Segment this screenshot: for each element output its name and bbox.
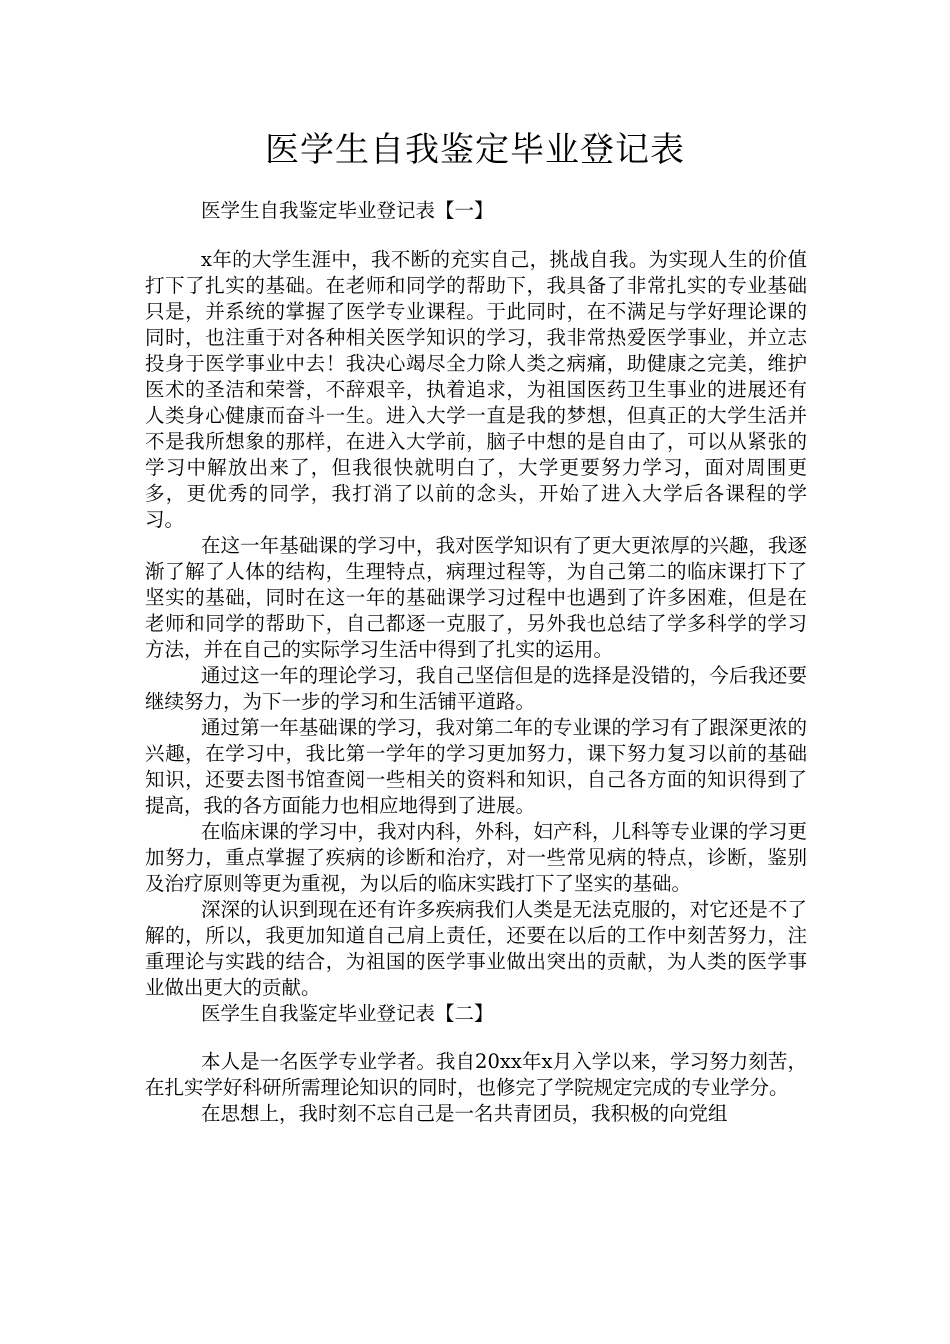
section-heading-1: 医学生自我鉴定毕业登记表【一】 (201, 199, 494, 222)
paragraph: 深深的认识到现在还有许多疾病我们人类是无法克服的，对它还是不了解的，所以，我更加知道自己肩上责任，还要在以后的工作中刻苦努力，注重理论与实践的结合，为祖国的医学事业做出突出的贡献，为人类的医学事业做出更大的贡献。 (145, 898, 807, 999)
paragraph: 在临床课的学习中，我对内科，外科，妇产科，儿科等专业课的学习更加努力，重点掌握了疾病的诊断和治疗，对一些常见病的特点，诊断，鉴别及治疗原则等更为重视，为以后的临床实践打下了坚实的基础。 (145, 820, 807, 895)
paragraph: 在这一年基础课的学习中，我对医学知识有了更大更浓厚的兴趣，我逐渐了解了人体的结构，生理特点，病理过程等，为自己第二的临床课打下了坚实的基础，同时在这一年的基础课学习过程中也遇到了许多困难，但是在老师和同学的帮助下，自己都逐一克服了，另外我也总结了学多科学的学习方法，并在自己的实际学习生活中得到了扎实的运用。 (145, 534, 807, 661)
paragraph: 本人是一名医学专业学者。我自20xx年x月入学以来，学习努力刻苦，在扎实学好科研所需理论知识的同时，也修完了学院规定完成的专业学分。 (145, 1050, 807, 1099)
paragraph: 通过第一年基础课的学习，我对第二年的专业课的学习有了跟深更浓的兴趣，在学习中，我比第一学年的学习更加努力，课下努力复习以前的基础知识，还要去图书馆查阅一些相关的资料和知识，自己各方面的知识得到了提高，我的各方面能力也相应地得到了进展。 (145, 716, 807, 817)
section-heading-2: 医学生自我鉴定毕业登记表【二】 (201, 1002, 494, 1025)
document-title: 医学生自我鉴定毕业登记表 (265, 130, 685, 170)
paragraph: x年的大学生涯中，我不断的充实自己，挑战自我。为实现人生的价值打下了扎实的基础。在老师和同学的帮助下，我具备了非常扎实的专业基础只是，并系统的掌握了医学专业课程。于此同时，在不满足与学好理论课的同时，也注重于对各种相关医学知识的学习，我非常热爱医学事业，并立志投身于医学事业中去！我决心竭尽全力除人类之病痛，助健康之完美，维护医术的圣洁和荣誉，不辞艰辛，执着追求，为祖国医药卫生事业的进展还有人类身心健康而奋斗一生。进入大学一直是我的梦想，但真正的大学生活并不是我所想象的那样，在进入大学前，脑子中想的是自由了，可以从紧张的学习中解放出来了，但我很快就明白了，大学更要努力学习，面对周围更多，更优秀的同学，我打消了以前的念头，开始了进入大学后各课程的学习。 (145, 248, 807, 531)
paragraph: 在思想上，我时刻不忘自己是一名共青团员，我积极的向党组 (201, 1102, 728, 1125)
document-body (145, 198, 807, 1127)
paragraph: 通过这一年的理论学习，我自己坚信但是的选择是没错的，今后我还要继续努力，为下一步的学习和生活铺平道路。 (145, 664, 807, 713)
